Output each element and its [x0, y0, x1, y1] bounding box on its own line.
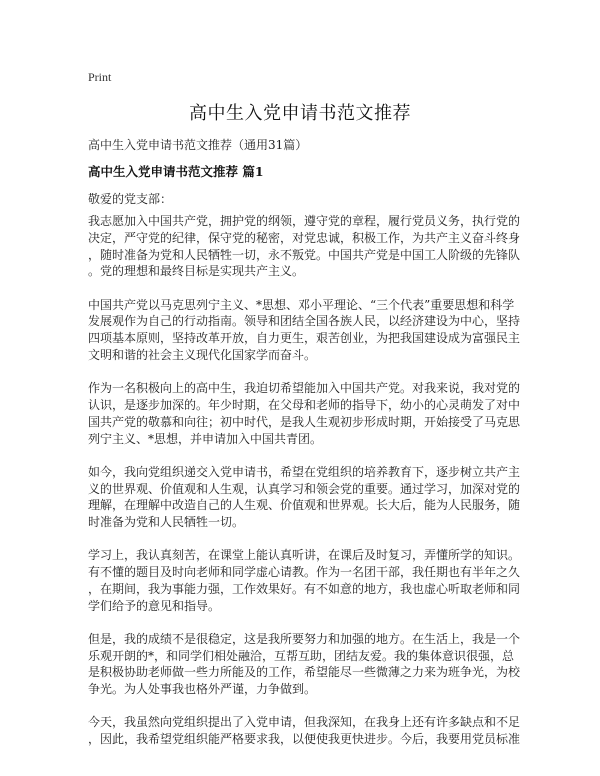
- paragraph: [88, 631, 521, 698]
- paragraph-line: 是积极协助老师做一些力所能及的工作，希望能尽一些微薄之力来为班争光，为校: [88, 665, 521, 680]
- paragraph-line: ，因此，我希望党组织能严格要求我，以便使我更快进步。今后，我要用党员标准: [88, 732, 521, 747]
- document-title: 高中生入党申请书范文推荐: [189, 103, 411, 124]
- paragraph-line: 文明和谐的社会主义现代化国家学而奋斗。: [88, 347, 317, 362]
- paragraph-line: 义的世界观、价值观和人生观，认真学习和领会党的重要。通过学习，加深对党的: [88, 481, 521, 496]
- print-label: Print: [88, 70, 112, 84]
- paragraph: [88, 297, 521, 364]
- paragraph-line: 四项基本原则，坚持改革开放，自力更生，艰苦创业，为把我国建设成为富强民主: [88, 331, 521, 346]
- paragraph-line: 争光。为人处事我也格外严谨，力争做到。: [88, 682, 317, 697]
- paragraph-line: 学习上，我认真刻苦，在课堂上能认真听讲，在课后及时复习，弄懂所学的知识。: [88, 548, 521, 563]
- paragraph-line: 但是，我的成绩不是很稳定，这是我所要努力和加强的地方。在生活上，我是一个: [88, 631, 521, 646]
- body-text: [88, 213, 521, 764]
- salutation: 敬爱的党支部：: [88, 192, 173, 206]
- paragraph-line: ，在期间，我为事能力强，工作效果好。有不如意的地方，我也虚心听取老师和同: [88, 581, 521, 596]
- paragraph: [88, 213, 521, 280]
- paragraph-line: 今天，我虽然向党组织提出了入党申请，但我深知，在我身上还有许多缺点和不足: [88, 715, 521, 730]
- paragraph-line: 认识，是逐步加深的。年少时期，在父母和老师的指导下，幼小的心灵萌发了对中: [88, 397, 521, 412]
- paragraph-line: 列宁主义、*思想，并申请加入中国共青团。: [88, 431, 323, 446]
- paragraph: [88, 380, 521, 447]
- paragraph-line: 时准备为党和人民牺牲一切。: [88, 515, 245, 530]
- paragraph-line: 。党的理想和最终目标是实现共产主义。: [88, 264, 305, 279]
- paragraph-line: 如今，我向党组织递交入党申请书，希望在党组织的培养教育下，逐步树立共产主: [88, 464, 521, 479]
- paragraph: [88, 464, 521, 531]
- paragraph-line: 国共产党的敬慕和向往；初中时代，是我人生观初步形成时期，开始接受了马克思: [88, 414, 521, 429]
- paragraph: [88, 714, 521, 748]
- paragraph-line: 理解，在理解中改造自己的人生观、价值观和世界观。长大后，能为人民服务，随: [88, 498, 521, 513]
- paragraph-line: 有不懂的题目及时向老师和同学虚心请教。作为一名团干部，我任期也有半年之久: [88, 565, 521, 580]
- paragraph-line: 发展观作为自己的行动指南。领导和团结全国各族人民，以经济建设为中心，坚持: [88, 314, 521, 329]
- paragraph: [88, 547, 521, 614]
- paragraph-line: 作为一名积极向上的高中生，我迫切希望能加入中国共产党。对我来说，我对党的: [88, 381, 521, 396]
- paragraph-line: 决定，严守党的纪律，保守党的秘密，对党忠诚，积极工作，为共产主义奋斗终身: [88, 230, 521, 245]
- paragraph-line: 学们给予的意见和指导。: [88, 598, 221, 613]
- document-subtitle: 高中生入党申请书范文推荐（通用31篇）: [88, 138, 308, 152]
- paragraph-line: 乐观开朗的*，和同学们相处融洽，互帮互助，团结友爱。我的集体意识很强，总: [88, 648, 515, 663]
- paragraph-line: ，随时准备为党和人民牺牲一切，永不叛党。中国共产党是中国工人阶级的先锋队: [88, 247, 521, 262]
- section-heading: 高中生入党申请书范文推荐 篇1: [88, 164, 264, 179]
- paragraph-line: 中国共产党以马克思列宁主义、*思想、邓小平理论、“三个代表”重要思想和科学: [88, 297, 515, 312]
- paragraph-line: 我志愿加入中国共产党，拥护党的纲领，遵守党的章程，履行党员义务，执行党的: [88, 214, 521, 228]
